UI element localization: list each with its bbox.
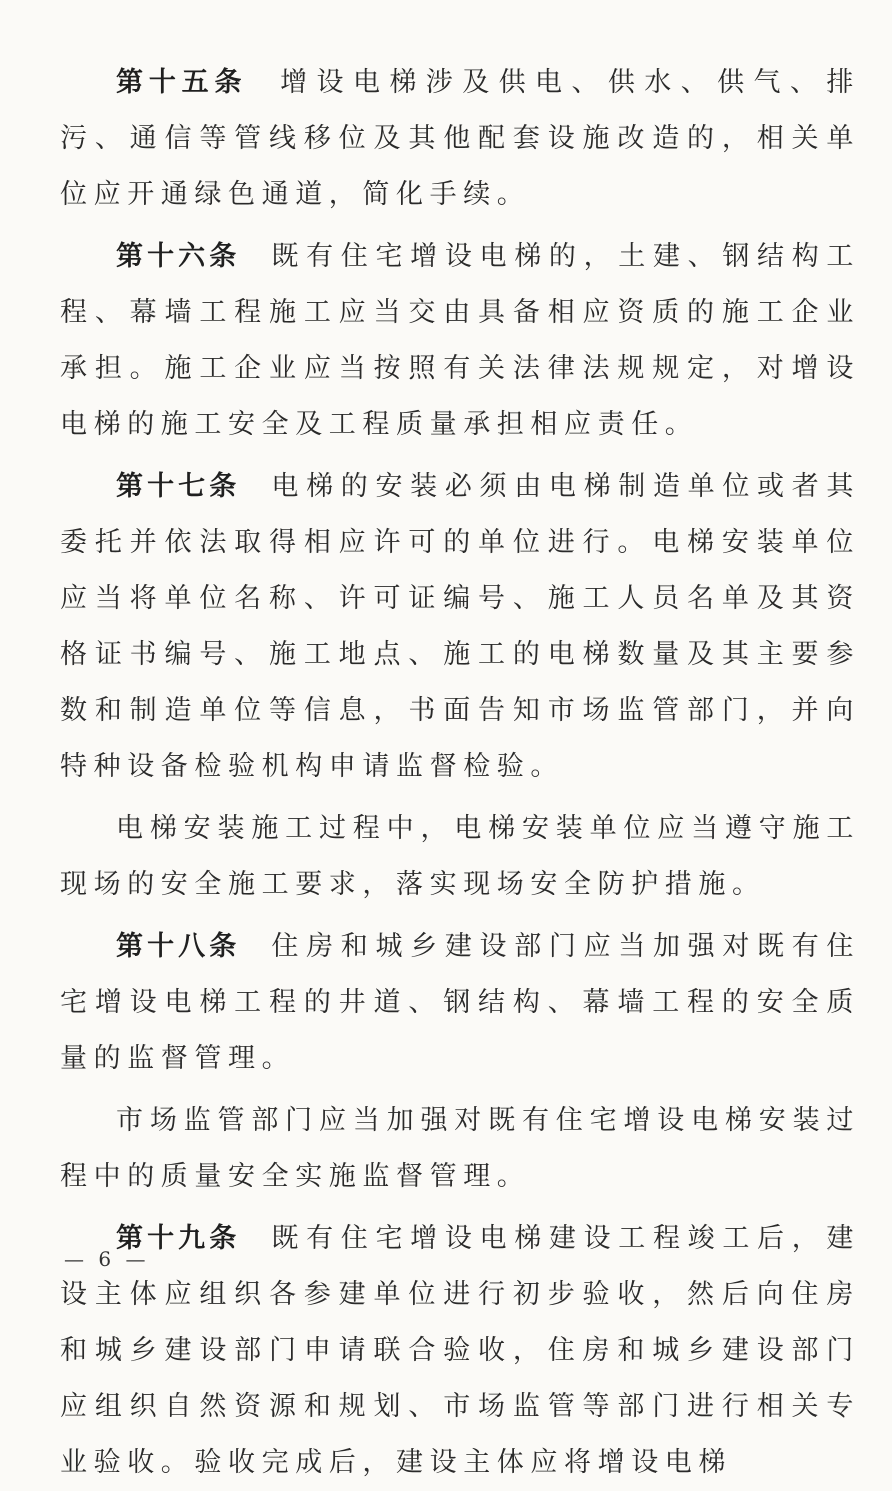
article-18-paragraph — [60, 919, 860, 1087]
article-19-number: 第十九条 — [116, 1223, 241, 1254]
article-19-text: 既有住宅增设电梯建设工程竣工后，建设主体应组织各参建单位进行初步验收，然后向住房和城乡建设部门申请联合验收，住房和城乡建设部门应组织自然资源和规划、市场监管等部门进行相关专业验收。验收完成后，建设主体应将增设电梯 — [60, 1223, 860, 1478]
article-15-number: 第十五条 — [116, 67, 248, 98]
article-16-text: 既有住宅增设电梯的，土建、钢结构工程、幕墙工程施工应当交由具备相应资质的施工企业承担。施工企业应当按照有关法律法规规定，对增设电梯的施工安全及工程质量承担相应责任。 — [60, 241, 860, 440]
article-19-paragraph — [60, 1211, 860, 1491]
article-18-text: 住房和城乡建设部门应当加强对既有住宅增设电梯工程的井道、钢结构、幕墙工程的安全质量的监督管理。 — [60, 931, 860, 1074]
article-16-paragraph — [60, 229, 860, 453]
page-number: — 6 — — [64, 1247, 150, 1271]
article-15-paragraph — [60, 55, 860, 223]
article-18-text-2: 市场监管部门应当加强对既有住宅增设电梯安装过程中的质量安全实施监督管理。 — [60, 1105, 860, 1192]
document-body — [60, 55, 860, 1491]
article-17-paragraph-2 — [60, 801, 860, 913]
article-17-text-2: 电梯安装施工过程中，电梯安装单位应当遵守施工现场的安全施工要求，落实现场安全防护措施。 — [60, 813, 860, 900]
article-16-number: 第十六条 — [116, 241, 241, 272]
article-17-paragraph — [60, 459, 860, 795]
article-15-text: 增设电梯涉及供电、供水、供气、排污、通信等管线移位及其他配套设施改造的，相关单位应开通绿色通道，简化手续。 — [60, 67, 860, 210]
article-18-number: 第十八条 — [116, 931, 241, 962]
article-17-text: 电梯的安装必须由电梯制造单位或者其委托并依法取得相应许可的单位进行。电梯安装单位应当将单位名称、许可证编号、施工人员名单及其资格证书编号、施工地点、施工的电梯数量及其主要参数和制造单位等信息，书面告知市场监管部门，并向特种设备检验机构申请监督检验。 — [60, 471, 860, 782]
article-17-number: 第十七条 — [116, 471, 241, 502]
article-18-paragraph-2 — [60, 1093, 860, 1205]
